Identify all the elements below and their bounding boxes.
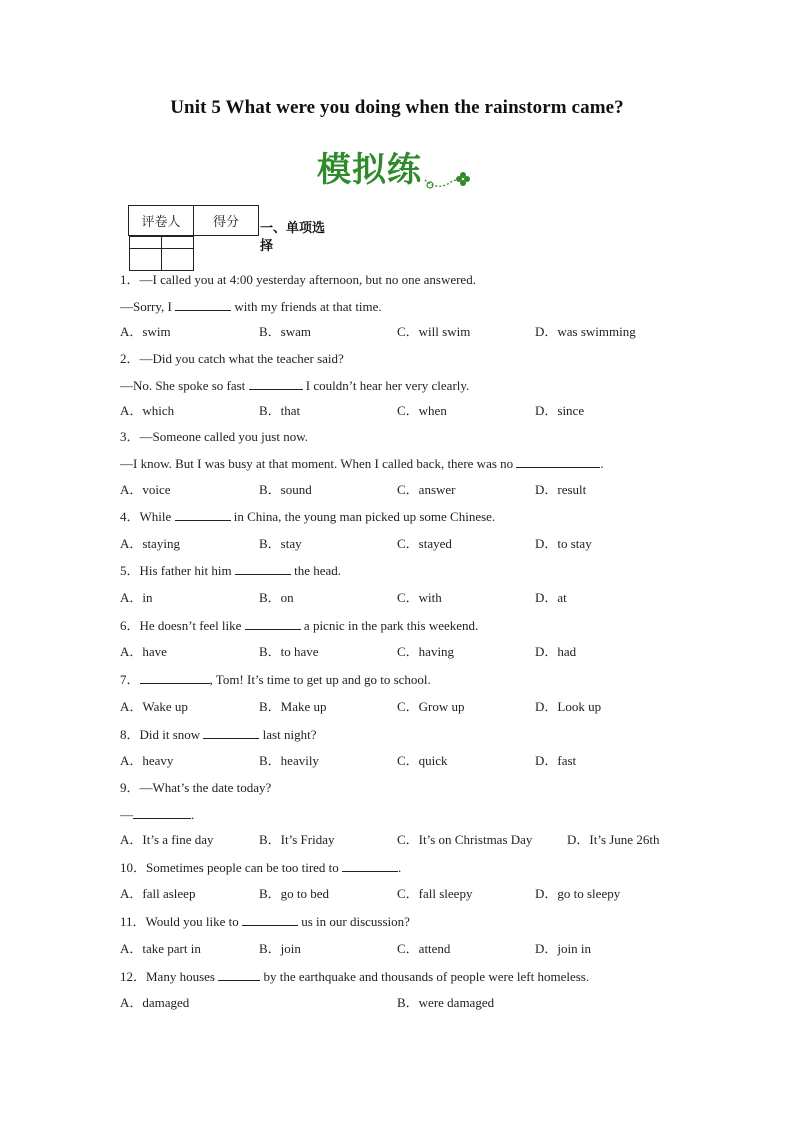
option-a[interactable]: A．voice xyxy=(120,482,171,497)
question-text: I couldn’t hear her very clearly. xyxy=(302,378,470,393)
question-5 xyxy=(120,562,341,579)
question-text: 12．Many houses xyxy=(120,969,219,984)
option-c[interactable]: C．fall sleepy xyxy=(397,886,473,901)
question-text: us in our discussion? xyxy=(297,914,410,929)
answer-blank[interactable] xyxy=(342,859,398,872)
option-d[interactable]: D．fast xyxy=(535,753,577,768)
page-title: Unit 5 What were you doing when the rainstorm came? xyxy=(170,97,624,118)
question-1-dialogue xyxy=(120,298,382,315)
option-c[interactable]: C．attend xyxy=(397,941,451,956)
question-text: . xyxy=(600,456,604,471)
option-a[interactable]: A．Wake up xyxy=(120,699,188,714)
question-text: —Sorry, I xyxy=(120,299,176,314)
question-text: 4．While xyxy=(120,509,175,524)
option-d[interactable]: D．Look up xyxy=(535,699,602,714)
practice-badge xyxy=(317,142,477,192)
question-text: —No. She spoke so fast xyxy=(120,378,249,393)
question-12-options xyxy=(120,995,720,1011)
section-heading-line2: 择 xyxy=(260,239,274,254)
option-b[interactable]: B．stay xyxy=(259,536,302,551)
grader-header: 评卷人 xyxy=(129,206,194,236)
option-b[interactable]: B．on xyxy=(259,590,294,605)
answer-blank[interactable] xyxy=(249,377,303,390)
answer-blank[interactable] xyxy=(242,913,298,926)
option-c[interactable]: C．will swim xyxy=(397,324,471,339)
answer-blank[interactable] xyxy=(235,562,291,575)
question-text: 11．Would you like to xyxy=(120,914,242,929)
question-6 xyxy=(120,617,478,634)
question-text: with my friends at that time. xyxy=(231,299,382,314)
option-b[interactable]: B．go to bed xyxy=(259,886,330,901)
score-table xyxy=(128,205,259,254)
option-b[interactable]: B．swam xyxy=(259,324,312,339)
question-text: . xyxy=(191,807,195,822)
question-3-options xyxy=(120,482,720,498)
question-text: in China, the young man picked up some Chinese. xyxy=(230,509,496,524)
option-b[interactable]: B．It’s Friday xyxy=(259,832,335,847)
option-c[interactable]: C．with xyxy=(397,590,442,605)
question-9-options xyxy=(120,832,720,848)
option-c[interactable]: C．quick xyxy=(397,753,448,768)
question-10-options xyxy=(120,886,720,902)
question-1-options xyxy=(120,324,720,340)
score-header: 得分 xyxy=(194,206,259,236)
option-c[interactable]: C．stayed xyxy=(397,536,452,551)
question-5-options xyxy=(120,590,720,606)
question-text: , Tom! It’s time to get up and go to school. xyxy=(209,672,431,687)
question-text: 7． xyxy=(120,672,140,687)
option-a[interactable]: A．have xyxy=(120,644,167,659)
answer-blank[interactable] xyxy=(516,455,600,468)
question-8 xyxy=(120,726,316,743)
option-c[interactable]: C．having xyxy=(397,644,455,659)
question-10 xyxy=(120,859,401,876)
question-text: 8．Did it snow xyxy=(120,727,204,742)
question-3-dialogue xyxy=(120,455,604,472)
option-d[interactable]: D．join in xyxy=(535,941,591,956)
option-c[interactable]: C．answer xyxy=(397,482,456,497)
option-d[interactable]: D．at xyxy=(535,590,567,605)
option-a[interactable]: A．take part in xyxy=(120,941,201,956)
question-text: . xyxy=(398,860,402,875)
option-c[interactable]: C．Grow up xyxy=(397,699,465,714)
answer-blank[interactable] xyxy=(203,726,259,739)
answer-blank[interactable] xyxy=(133,806,191,819)
answer-blank[interactable] xyxy=(175,298,231,311)
option-b[interactable]: B．sound xyxy=(259,482,312,497)
grader-cell[interactable] xyxy=(129,237,161,271)
option-b[interactable]: B．Make up xyxy=(259,699,327,714)
clover-vine-icon xyxy=(317,142,477,192)
option-d[interactable]: D．had xyxy=(535,644,577,659)
question-7-options xyxy=(120,699,720,715)
question-8-options xyxy=(120,753,720,769)
question-text: a picnic in the park this weekend. xyxy=(300,618,479,633)
question-3: 3．—Someone called you just now. xyxy=(120,429,308,444)
score-cell[interactable] xyxy=(161,237,193,271)
option-a[interactable]: A．heavy xyxy=(120,753,174,768)
option-a[interactable]: A．which xyxy=(120,403,175,418)
option-b[interactable]: B．to have xyxy=(259,644,319,659)
question-7 xyxy=(120,671,431,688)
option-a[interactable]: A．in xyxy=(120,590,153,605)
option-c[interactable]: C．It’s on Christmas Day xyxy=(397,832,533,847)
option-a[interactable]: A．damaged xyxy=(120,995,190,1010)
option-b[interactable]: B．were damaged xyxy=(397,995,495,1010)
question-text: 5．His father hit him xyxy=(120,563,235,578)
question-12 xyxy=(120,968,589,985)
option-b[interactable]: B．that xyxy=(259,403,301,418)
question-2-options xyxy=(120,403,720,419)
badge-text: 模拟练 xyxy=(317,150,422,190)
question-2-dialogue xyxy=(120,377,469,394)
question-9-dialogue xyxy=(120,806,194,823)
question-6-options xyxy=(120,644,720,660)
option-b[interactable]: B．heavily xyxy=(259,753,319,768)
option-a[interactable]: A．staying xyxy=(120,536,180,551)
option-c[interactable]: C．when xyxy=(397,403,447,418)
option-a[interactable]: A．It’s a fine day xyxy=(120,832,214,847)
option-d[interactable]: D．go to sleepy xyxy=(535,886,621,901)
answer-blank[interactable] xyxy=(175,508,231,521)
option-d[interactable]: D．since xyxy=(535,403,585,418)
question-text: 10．Sometimes people can be too tired to xyxy=(120,860,343,875)
option-a[interactable]: A．fall asleep xyxy=(120,886,196,901)
option-a[interactable]: A．swim xyxy=(120,324,171,339)
question-1: 1．—I called you at 4:00 yesterday afternoon, but no one answered. xyxy=(120,272,476,287)
question-text: 6．He doesn’t feel like xyxy=(120,618,245,633)
question-text: — xyxy=(120,807,133,822)
option-b[interactable]: B．join xyxy=(259,941,301,956)
question-text: by the earthquake and thousands of people were left homeless. xyxy=(260,969,590,984)
option-d[interactable]: D．was swimming xyxy=(535,324,636,339)
question-4-options xyxy=(120,536,720,552)
section-heading xyxy=(260,220,340,256)
question-text: —I know. But I was busy at that moment. When I called back, there was no xyxy=(120,456,517,471)
option-d[interactable]: D．It’s June 26th xyxy=(567,832,660,847)
question-11 xyxy=(120,913,410,930)
question-2: 2．—Did you catch what the teacher said? xyxy=(120,351,344,366)
answer-blank[interactable] xyxy=(245,617,301,630)
option-d[interactable]: D．to stay xyxy=(535,536,592,551)
question-11-options xyxy=(120,941,720,957)
answer-blank[interactable] xyxy=(218,968,260,981)
question-4 xyxy=(120,508,495,525)
question-text: the head. xyxy=(290,563,341,578)
answer-blank[interactable] xyxy=(140,671,210,684)
option-d[interactable]: D．result xyxy=(535,482,587,497)
section-heading-line1: 一、单项选 xyxy=(260,221,326,236)
question-9: 9．—What’s the date today? xyxy=(120,780,272,795)
question-text: last night? xyxy=(259,727,317,742)
